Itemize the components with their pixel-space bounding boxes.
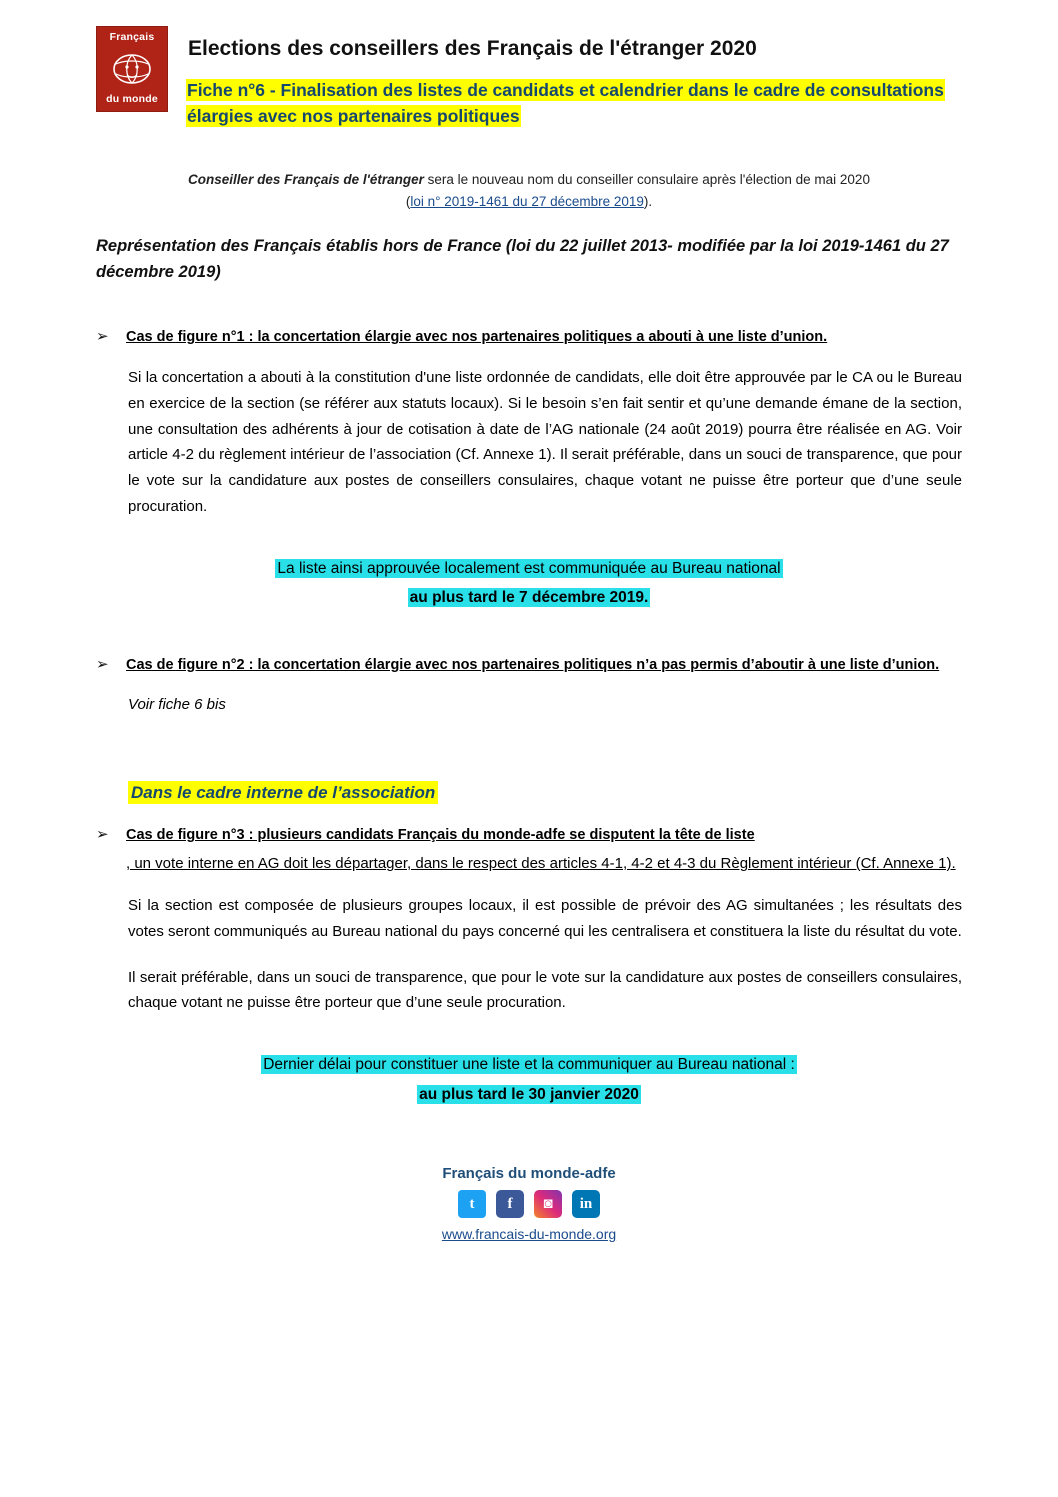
document-subtitle-wrap [186,78,962,129]
law-reference-link[interactable]: loi n° 2019-1461 du 27 décembre 2019 [410,193,644,209]
globe-face-icon [112,52,152,86]
case-3-heading-block [126,825,962,877]
case-1-callout-line-1: La liste ainsi approuvée localement est communiquée au Bureau national [277,559,781,577]
arrow-bullet-icon: ➢ [96,328,109,346]
intro-block [96,169,962,212]
case-1-callout-line-1-wrap [96,554,962,583]
intro-law-line [96,191,962,213]
instagram-icon[interactable]: ◙ [534,1190,562,1218]
logo-bottom-text: du monde [106,93,158,106]
case-3-heading: Cas de figure n°3 : plusieurs candidats Français du monde-adfe se disputent la tête de liste [126,827,755,844]
organization-logo [96,26,168,112]
case-2-heading: Cas de figure n°2 : la concertation élargie avec nos partenaires politiques n’a pas permis d’aboutir à une liste d’union. [126,656,940,673]
representation-line: Représentation des Français établis hors de France (loi du 22 juillet 2013- modifiée par la loi 2019-1461 du 27 décembre 2019) [96,237,949,281]
case-3-callout [96,1050,962,1109]
case-3-paragraph-2: Il serait préférable, dans un souci de transparence, que pour le vote sur la candidature aux postes de conseillers consulaires, chaque votant ne puisse être porteur que d’une seule procuration. [128,968,962,1012]
internal-section-banner-text: Dans le cadre interne de l’association [128,781,438,804]
twitter-icon[interactable]: t [458,1190,486,1218]
internal-section-banner [128,783,962,803]
case-3-paragraph-1: Si la section est composée de plusieurs groupes locaux, il est possible de prévoir des AG simultanées ; les résultats des votes seront communiqués au Bureau national du pays concerné qui les centralisera et constituera la liste du résultat du vote. [128,897,962,940]
case-2-note: Voir fiche 6 bis [128,696,226,714]
document-footer [96,1165,962,1258]
intro-lead-emphasis: Conseiller des Français de l'étranger [188,172,424,187]
page-title: Elections des conseillers des Français de l'étranger 2020 [188,37,757,60]
case-1-callout-line-2-wrap [96,583,962,612]
case-3-heading-rest: , un vote interne en AG doit les départager, dans le respect des articles 4-1, 4-2 et 4-3 du Règlement intérieur (Cf. Annexe 1). [126,855,956,873]
arrow-bullet-icon: ➢ [96,655,109,673]
case-3-callout-line-2-wrap [96,1080,962,1109]
document-subtitle: Fiche n°6 - Finalisation des listes de candidats et calendrier dans le cadre de consultations élargies avec nos partenaires politiques [187,80,944,126]
paren-open: ( [405,193,411,209]
paren-close: ). [643,193,653,209]
footer-organization-name: Français du monde-adfe [442,1165,616,1183]
case-3-callout-line-1: Dernier délai pour constituer une liste et la communiquer au Bureau national : [263,1056,795,1074]
website-link[interactable]: www.francais-du-monde.org [441,1226,617,1243]
social-links [96,1190,962,1218]
case-2-heading-row [96,655,962,677]
case-1-callout [96,554,962,613]
arrow-bullet-icon: ➢ [96,826,109,844]
linkedin-icon[interactable]: in [572,1190,600,1218]
case-1-heading: Cas de figure n°1 : la concertation élargie avec nos partenaires politiques a abouti à une liste d’union. [126,329,828,346]
facebook-icon[interactable]: f [496,1190,524,1218]
intro-lead-rest: sera le nouveau nom du conseiller consulaire après l'élection de mai 2020 [423,172,870,187]
case-1-paragraph: Si la concertation a abouti à la constitution d'une liste ordonnée de candidats, elle doit être approuvée par le CA ou le Bureau en exercice de la section (se référer aux statuts locaux). Si le besoin s’en fait sentir et qu’une demande émane de la section, une consultation des adhérents à jour de cotisation à date de l’AG nationale (24 août 2019) pourra être réalisée en AG. Voir article 4-2 du règlement intérieur de l’association (Cf. Annexe 1). Il serait préférable, dans un souci de transparence, que pour le vote sur la candidature aux postes de conseillers consulaires, chaque votant ne puisse être porteur que d’une seule procuration. [128,369,962,516]
header-text-block [186,26,962,129]
document-header [96,26,962,129]
case-3-callout-line-1-wrap [96,1050,962,1079]
logo-top-text: Français [109,31,155,43]
intro-lead-line [96,169,962,191]
case-1-callout-line-2: au plus tard le 7 décembre 2019. [409,589,649,607]
case-3-callout-line-2: au plus tard le 30 janvier 2020 [419,1085,639,1103]
case-3-heading-row [96,825,962,877]
case-1-heading-row [96,327,962,349]
